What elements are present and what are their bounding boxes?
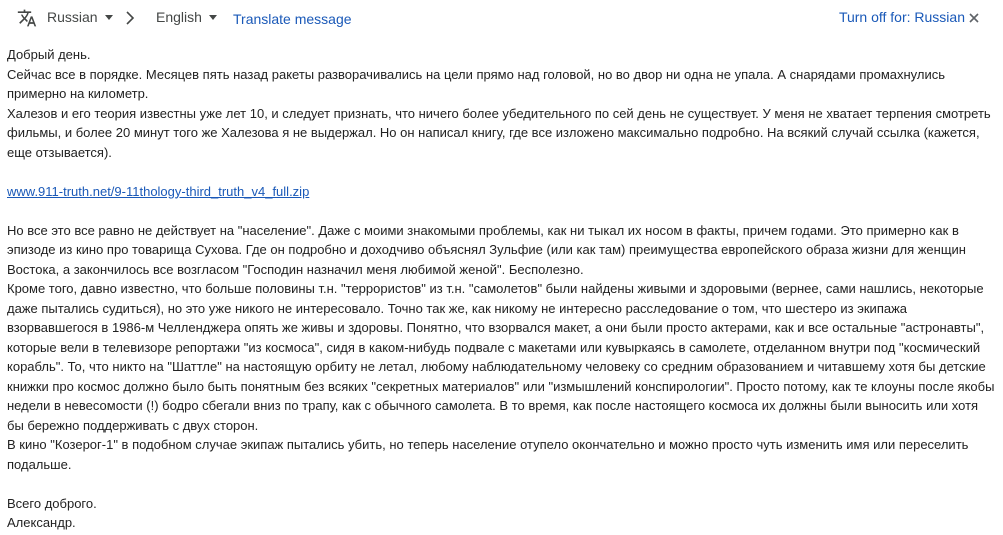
message-greeting: Добрый день. bbox=[7, 47, 91, 62]
source-language-select[interactable] bbox=[47, 9, 113, 25]
download-link[interactable]: www.911-truth.net/9-11thology-third_truth_v4_full.zip bbox=[7, 183, 310, 199]
message-paragraph: Но все это все равно не действует на "население". Даже с моими знакомыми проблемы, как ни тыкал их носом в факты, причем годами. Это примерно как в эпизоде из кино про товарища Сухова. Где он подробно и доходчиво объяснял Зульфие (или как там) преимущества европейского образа жизни для женщин Востока, а закончилось все возгласом "Господин назначил меня любимой женой". Бесполезно. bbox=[7, 222, 966, 277]
translate-bar bbox=[0, 0, 1003, 36]
blank-line bbox=[7, 474, 997, 494]
translate-icon bbox=[17, 8, 37, 28]
message-paragraph: Кроме того, давно известно, что больше половины т.н. "террористов" из т.н. "самолетов" были найдены живыми и здоровыми (вернее, сами нашлись, некоторые даже пытались судиться), но это уже никого не интересовало. Точно так же, как никому не интересно расследование о том, что шестеро из экипажа взорвавшегося в 1986-м Челленджера опять же живы и здоровы. Понятно, что взорвался макет, а они были просто актерами, как и все остальные "астронавты", которые вели в телевизоре репортажи "из космоса", сидя в каком-нибудь подвале с макетами или кувыркаясь в самолете, отделанном внутри под "космический корабль". То, что никто на "Шаттле" на настоящую орбиту не летал, любому наблюдательному человеку со средним образованием и читавшему хотя бы детские книжки про космос должно было быть понятным без всяких "секретных материалов" или "измышлений конспирологии". Просто потому, как те клоуны после якобы недели в невесомости (!) бодро сбегали вниз по трапу, как с обычного самолета. В то время, как после настоящего космоса их должны были выносить или хотя бы бережно поддерживать с двух сторон. bbox=[7, 281, 995, 433]
target-language-select[interactable] bbox=[156, 9, 217, 25]
source-language-label: Russian bbox=[47, 9, 98, 25]
blank-line bbox=[7, 201, 997, 221]
translate-message-link[interactable]: Translate message bbox=[233, 11, 352, 27]
turn-off-translation-link[interactable]: Turn off for: Russian bbox=[838, 9, 965, 25]
close-icon[interactable] bbox=[968, 12, 980, 24]
chevron-right-icon bbox=[125, 10, 135, 26]
target-language-label: English bbox=[156, 9, 202, 25]
message-signature: Александр. bbox=[7, 515, 76, 530]
message-body bbox=[7, 45, 997, 533]
message-closing: Всего доброго. bbox=[7, 495, 97, 511]
chevron-down-icon bbox=[209, 15, 217, 20]
message-paragraph: Сейчас все в порядке. Месяцев пять назад ракеты разворачивались на цели прямо над головой, но во двор ни одна не упала. А снарядами промахнулись примерно на километр. bbox=[7, 66, 945, 101]
blank-line bbox=[7, 162, 997, 182]
message-paragraph: В кино "Козерог-1" в подобном случае экипаж пытались убить, но теперь население отупело окончательно и можно просто чуть изменить имя или переселить подальше. bbox=[7, 437, 969, 472]
chevron-down-icon bbox=[105, 15, 113, 20]
message-paragraph: Халезов и его теория известны уже лет 10, и следует признать, что ничего более убедительного по сей день не существует. У меня не хватает терпения смотреть фильмы, и более 20 минут того же Халезова я не выдержал. Но он написал книгу, где все изложено максимально подробно. На всякий случай ссылка (кажется, еще отзывается). bbox=[7, 105, 991, 160]
message-link-line bbox=[7, 182, 997, 202]
